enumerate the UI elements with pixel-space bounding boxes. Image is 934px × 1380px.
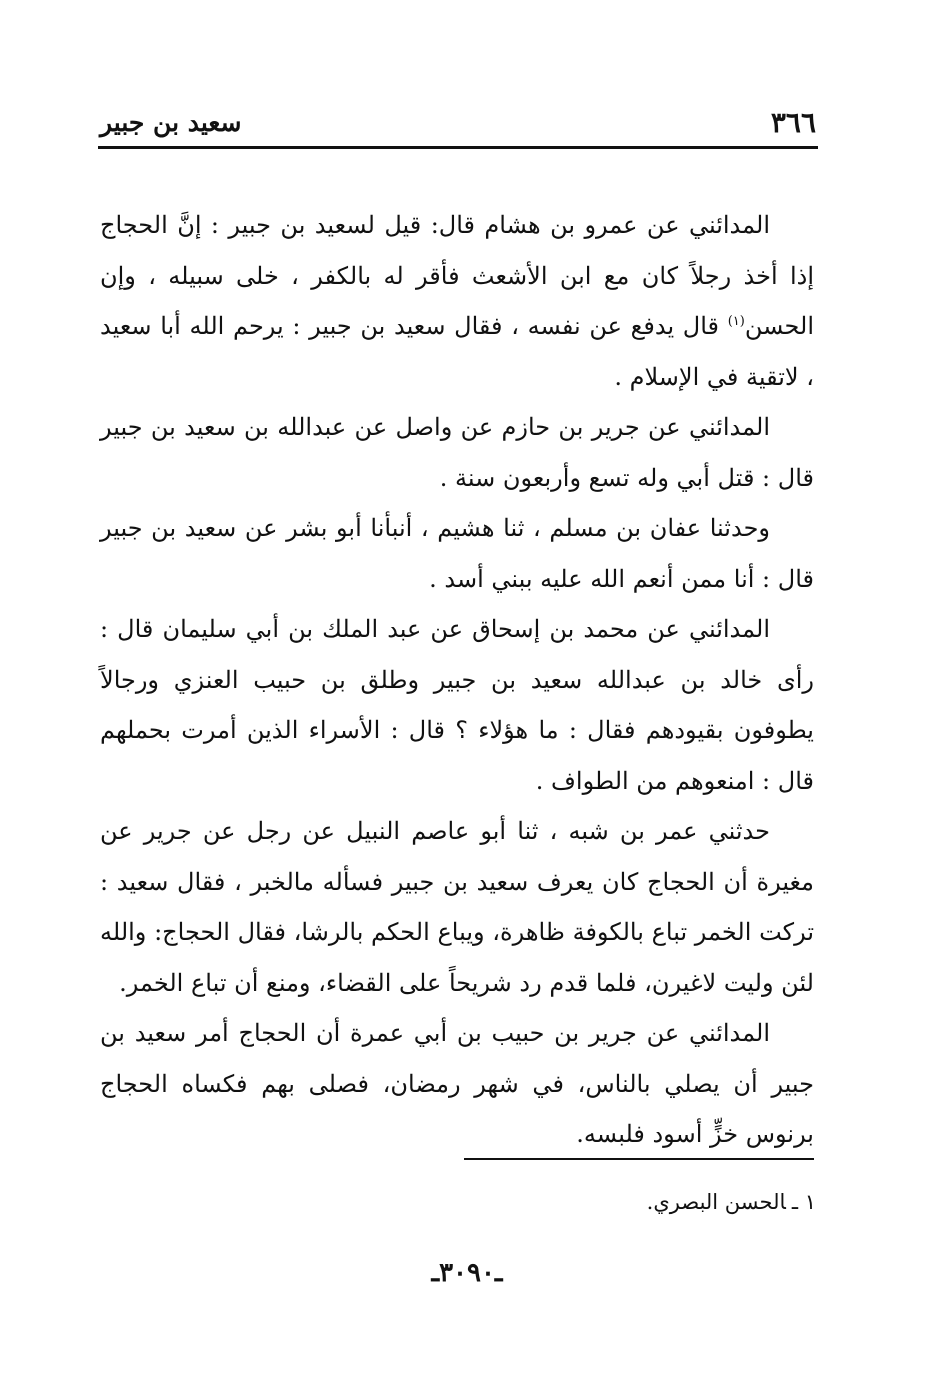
paragraph: المدائني عن جرير بن حازم عن واصل عن عبدالله بن سعيد بن جبير قال : قتل أبي وله تسع وأربعون سنة . (100, 413, 814, 492)
footnote-reference: (١) (727, 314, 745, 329)
folio-number: ـ٣٠٩٠ـ (431, 1258, 503, 1288)
paragraph (100, 200, 814, 402)
paragraph: حدثني عمر بن شبه ، ثنا أبو عاصم النبيل عن رجل عن جرير عن مغيرة أن الحجاج كان يعرف سعيد بن جبير فسأله مالخبر ، فقال سعيد : تركت الخمر تباع بالكوفة ظاهرة، ويباع الحكم بالرشا، فقال الحجاج: والله لئن وليت لاغيرن، فلما قدم رد شريحاً على القضاء، ومنع أن تباع الخمر. (100, 817, 814, 997)
running-title: سعيد بن جبير (100, 108, 242, 137)
body-text (100, 200, 814, 1160)
paragraph: المدائني عن محمد بن إسحاق عن عبد الملك بن أبي سليمان قال : رأى خالد بن عبدالله سعيد بن جبير وطلق بن حبيب العنزي ورجالاً يطوفون بقيودهم فقال : ما هؤلاء ؟ قال : الأسراء الذين أمرت بحملهم قال : امنعوهم من الطواف . (100, 615, 814, 795)
footnote-number: ١ ـ (791, 1190, 816, 1214)
paragraph: وحدثنا عفان بن مسلم ، ثنا هشيم ، أنبأنا أبو بشر عن سعيد بن جبير قال : أنا ممن أنعم الله عليه ببني أسد . (100, 514, 814, 593)
footnote-rule (464, 1158, 814, 1160)
footnote-text: الحسن البصري. (646, 1190, 786, 1214)
paragraph-text: المدائني عن عمرو بن هشام قال: قيل لسعيد بن جبير : إنَّ الحجاج إذا أخذ رجلاً كان مع ابن الأشعث فأقر له بالكفر ، خلى سبيله ، وإن الحسن (100, 211, 814, 340)
running-head (98, 96, 818, 146)
header-rule (98, 146, 818, 149)
footnote (647, 1190, 816, 1214)
paragraph-text: قال يدفع عن نفسه ، فقال سعيد بن جبير : يرحم الله أبا سعيد ، لاتقية في الإسلام . (100, 312, 814, 391)
page-number: ٣٦٦ (770, 106, 816, 139)
paragraph: المدائني عن جرير بن حبيب بن أبي عمرة أن الحجاج أمر سعيد بن جبير أن يصلي بالناس، في شهر رمضان، فصلى بهم فكساه الحجاج برنوس خزٍّ أسود فلبسه. (100, 1019, 814, 1148)
